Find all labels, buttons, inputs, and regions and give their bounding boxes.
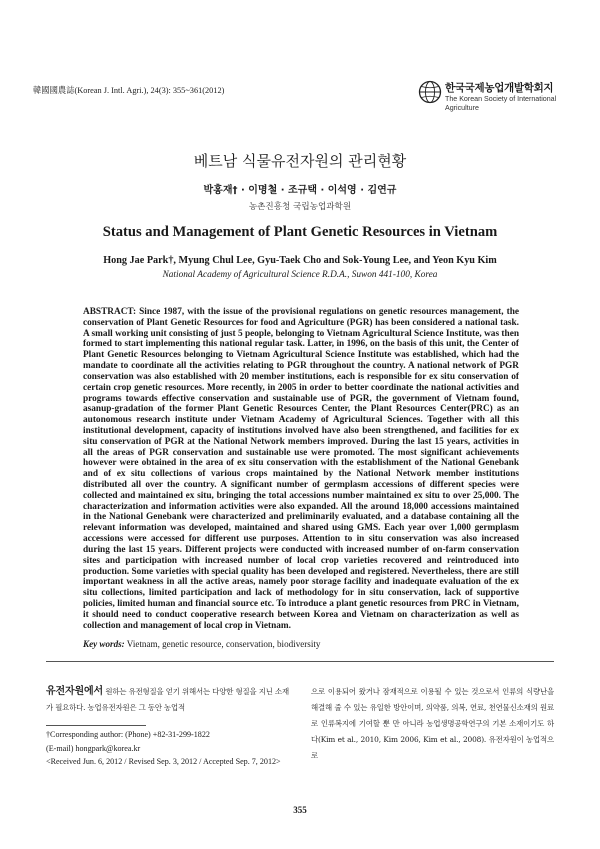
authors-korean: 박홍재† · 이명철 · 조규택 · 이석영 · 김연규 <box>203 185 397 196</box>
globe-emblem-icon <box>418 80 442 104</box>
footnote-received: <Received Jun. 6, 2012 / Revised Sep. 3, 2012 / Accepted Sep. 7, 2012> <box>46 757 281 766</box>
journal-reference: 韓國國農誌(Korean J. Intl. Agri.), 24(3): 355~361(2012) <box>33 86 225 95</box>
affiliation-english: National Academy of Agricultural Science R.D.A., Suwon 441-100, Korea <box>162 270 438 280</box>
authors-english: Hong Jae Park†, Myung Chul Lee, Gyu-Taek Cho and Sok-Young Lee, and Yeon Kyu Kim <box>103 255 497 266</box>
society-masthead <box>418 80 578 120</box>
footnote-email: (E-mail) hongpark@korea.kr <box>46 743 141 753</box>
body-left-text: 원하는 유전형질을 얻기 위해서는 다양한 형질을 지닌 소재가 필요하다. 농업유전자원은 그 동안 농업적 <box>46 687 289 712</box>
page-number: 355 <box>293 805 307 815</box>
affiliation-korean: 농촌진흥청 국립농업과학원 <box>248 202 352 212</box>
title-english: Status and Management of Plant Genetic Resources in Vietnam <box>102 224 498 240</box>
society-name-english-line1: The Korean Society of International <box>445 95 557 103</box>
society-name-english-line2: Agriculture <box>445 104 479 112</box>
body-column-left <box>46 684 289 716</box>
society-name-korean: 한국국제농업개발학회지 <box>445 82 554 94</box>
lead-term: 유전자원에서 <box>46 686 104 697</box>
keywords <box>83 639 519 649</box>
section-divider <box>46 661 554 662</box>
title-korean: 베트남 식물유전자원의 관리현황 <box>193 152 407 170</box>
body-column-right: 으로 이용되어 왔거나 잠재적으로 이용될 수 있는 것으로서 인류의 식량난을 해결해 줄 수 있는 유일한 방안이며, 의약품, 의복, 연료, 천연물신소재의 원료로 인류복지에 기여할 뿐 만 아니라 농업생명공학연구의 기본 소재이기도 하다(Kim et al., 2010, Kim 2006, Kim et al., 2008). 유전자원이 농업적으로 <box>311 687 554 760</box>
footnote-corresponding: †Corresponding author: (Phone) +82-31-299-1822 <box>46 730 210 739</box>
footnotes <box>46 728 296 769</box>
footnote-rule <box>46 725 146 726</box>
abstract-label: ABSTRACT: <box>83 307 137 317</box>
abstract-text: Since 1987, with the issue of the provisional regulations on genetic resources management, the conservation of Plant Genetic Resources for food and Agriculture (PGR) has been considered a national task. A small working unit consisting of just 5 people, belonging to Vietnam Agricultural Science Institute, was then formed to start implementing this national regular task. Latter, in 1996, on the basis of this unit, the Center of Plant Genetic Resources belonging to Vietnam Agricultural Science Institute was established, which had the mandate to coordinate all the activities relating to PGR throughout the country. A national network of PGR conservation was also established with 20 member institutions, each is responsible for ex situ conservation of certain crop genetic resources. More recently, in 2005 in order to better coordinate the national activities and programs towards effective conservation and sustainable use of PGR, the government of Vietnam found, asanup-gradation of the former Plant Genetic Resources Center, the Plant Resources Center(PRC) as an autonomous research institute under Vietnam Academy of Agricultural Sciences. Together with all this institutional development, capacity of institutions involved have also been strengthened, and facilities for ex situ conservation of PGR at the National Network members improved. During the last 15 years, activities in all the areas of PGR conservation and sustainable use were promoted. The most significant achievements however were obtained in the area of ex situ conservation with the establishment of the National Genebank and of ex situ collections of various crops maintained by the National Network member institutions distributed all over the country. A significant number of germplasm accessions of different species were collected and maintained ex situ, bringing the total accessions number maintained ex situ to over 25,000. The characterization and information activities were also expanded. All the around 18,000 accessions maintained in the National Genebank were characterized and preliminarily evaluated, and a database containing all the relevant information was developed, maintained and shared using GMS. Each year over 1,000 germplasm accessions were accessed for different use purposes. Attention to in situ conservation was also increased during the last 15 years. Different projects were conducted with increased number of on-farm conservation sites and participation with increased number of local crop varieties recovered and reintroduced into production. Some varieties with special quality has been developed and registered. Nevertheless, there are still important weakness in all the active areas, namely poor storage facility and inadequate evaluation of the ex situ collections, limited participation and lack of methodology for in situ conservation, lack of supportive policies, limited human and financial source etc. To introduce a plant genetic resources from PRC in Vietnam, it should need to conduct cooperative research between Korea and Vietnam on characterization as well as collection and management of local crop in Vietnam. <box>83 307 519 631</box>
abstract <box>83 307 519 631</box>
keywords-label: Key words: <box>83 639 125 649</box>
keywords-text: Vietnam, genetic resource, conservation, biodiversity <box>124 639 321 649</box>
